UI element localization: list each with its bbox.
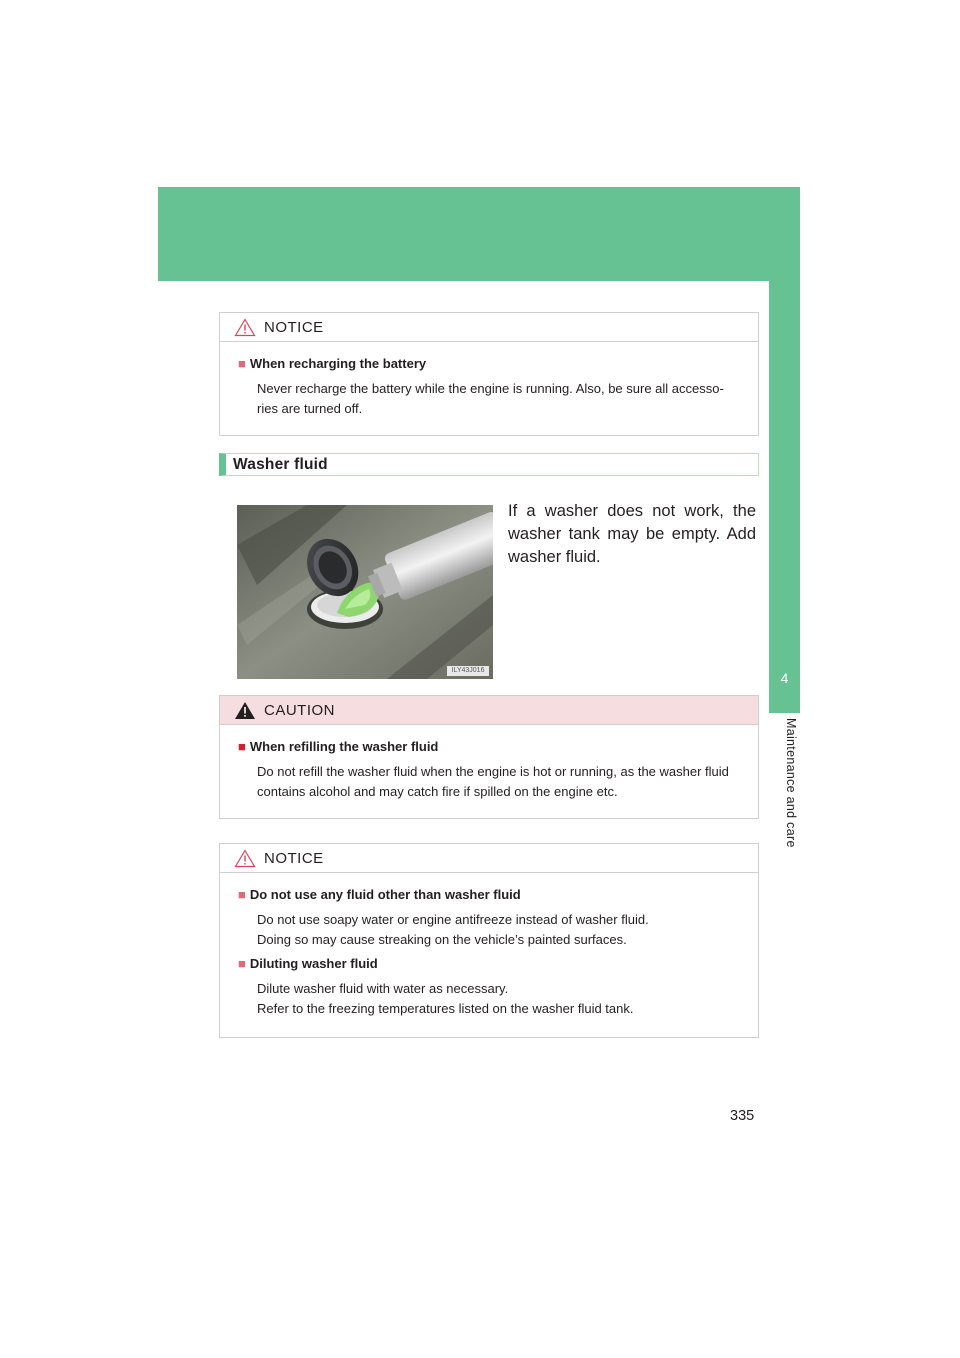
- warning-outline-icon: [234, 318, 256, 337]
- washer-refill-image: [237, 505, 493, 679]
- washer-fluid-instruction: If a washer does not work, the washer tank may be empty. Add washer fluid.: [508, 502, 756, 566]
- chapter-tab: [769, 281, 800, 713]
- header-band: [158, 187, 800, 281]
- warning-outline-icon: [234, 849, 256, 868]
- notice-item-title: ■ Do not use any fluid other than washer fluid: [238, 887, 521, 902]
- image-code: ILY43J016: [447, 666, 489, 676]
- caution-box: [219, 695, 759, 819]
- notice-label: NOTICE: [264, 318, 324, 336]
- notice-item-title: ■ Diluting washer fluid: [238, 956, 378, 971]
- washer-fluid-illustration: [237, 505, 493, 679]
- notice-item-title: ■ When recharging the battery: [238, 356, 427, 371]
- notice-item-text: Do not use soapy water or engine antifreeze instead of washer fluid. Doing so may cause streaking on the vehicle’s painted surfaces.: [257, 912, 649, 947]
- square-bullet-icon: ■: [238, 739, 246, 754]
- caution-item-text: Do not refill the washer fluid when the engine is hot or running, as the washer fluid contains alcohol and may catch fire if spilled on the engine etc.: [257, 764, 729, 799]
- chapter-title: Maintenance and care: [784, 718, 798, 848]
- notice-header: [220, 313, 758, 342]
- page-number: 335: [730, 1108, 755, 1124]
- caution-header: [220, 696, 758, 725]
- notice-item-text: Never recharge the battery while the engine is running. Also, be sure all accesso- ries are turned off.: [257, 381, 724, 416]
- notice-box-battery: [219, 312, 759, 436]
- notice-label: NOTICE: [264, 849, 324, 867]
- notice-header: [220, 844, 758, 873]
- washer-fluid-heading: Washer fluid: [219, 453, 759, 476]
- warning-filled-icon: [234, 701, 256, 720]
- caution-item-title: ■ When refilling the washer fluid: [238, 739, 439, 754]
- chapter-number: 4: [780, 670, 789, 686]
- square-bullet-icon: ■: [238, 956, 246, 971]
- notice-item-text: Dilute washer fluid with water as necessary. Refer to the freezing temperatures listed on the washer fluid tank.: [257, 981, 634, 1016]
- square-bullet-icon: ■: [238, 887, 246, 902]
- square-bullet-icon: ■: [238, 356, 246, 371]
- caution-label: CAUTION: [264, 701, 335, 719]
- notice-box-fluid: [219, 843, 759, 1038]
